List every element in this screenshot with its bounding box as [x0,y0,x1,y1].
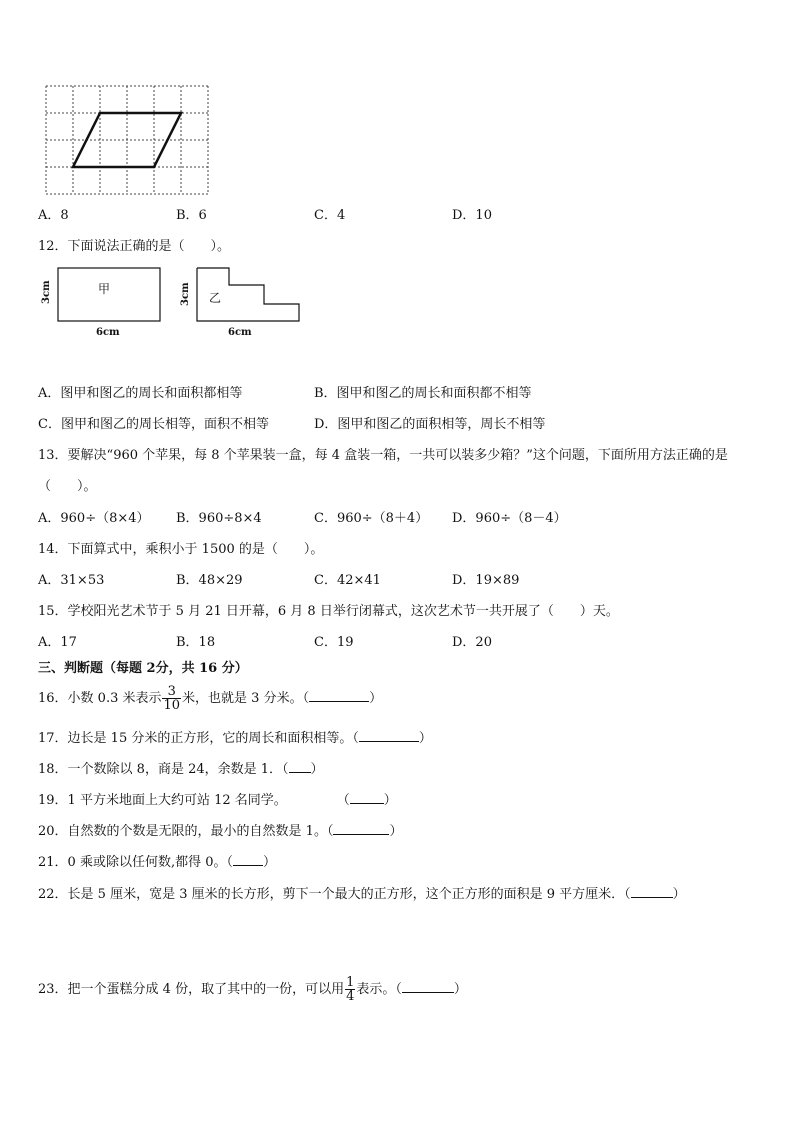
q12-option-d[interactable]: D．图甲和图乙的面积相等，周长不相等 [314,417,546,432]
q11-option-d[interactable]: D．10 [452,208,492,223]
q20-line [38,822,402,840]
q17-line [38,729,432,747]
q12-option-b[interactable]: B．图甲和图乙的周长和面积都不相等 [314,386,532,401]
q19-end: ） [383,793,397,808]
q19-open: （ [336,793,350,808]
q13-stem-line2: （ ）。 [38,479,97,494]
q16-answer-blank[interactable] [309,689,369,702]
q16-frac-num: 3 [162,685,181,699]
q15-option-b[interactable]: B．18 [176,635,216,650]
q12-option-c[interactable]: C．图甲和图乙的周长相等，面积不相等 [38,417,269,432]
q13-option-d[interactable]: D．960÷（8－4） [452,511,567,526]
q21-line [38,853,276,871]
q14-option-a[interactable]: A．31×53 [38,573,105,588]
q23-end: ） [453,982,467,997]
figure-jia-width: 6cm [96,327,120,338]
q13-option-a[interactable]: A．960÷（8×4） [38,511,150,526]
q17-text: 17．边长是 15 分米的正方形，它的周长和面积相等。（ [38,731,359,746]
q11-option-b[interactable]: B．6 [176,208,207,223]
q22-answer-blank[interactable] [631,885,673,898]
q12-option-a[interactable]: A．图甲和图乙的周长和面积都相等 [38,386,243,401]
q23-post: 表示。（ [356,982,402,997]
q23-line [38,975,467,1005]
figure-yi-width: 6cm [228,327,252,338]
q18-line [38,760,324,778]
q23-fraction [345,976,355,1003]
q21-text: 21．0 乘或除以任何数,都得 0。（ [38,855,233,870]
q17-end: ） [418,731,432,746]
q19-answer-blank[interactable] [350,791,384,804]
q23-frac-den: 4 [346,989,355,1004]
section-3-title: 三、判断题（每题 2分，共 16 分） [38,661,248,676]
q16-fraction [162,685,181,712]
figure-jia-label: 甲 [98,282,111,296]
q13-option-c[interactable]: C．960÷（8＋4） [314,511,429,526]
q16-pre: 16．小数 0.3 米表示 [38,691,162,706]
q20-answer-blank[interactable] [333,822,389,835]
q12-stem: 12．下面说法正确的是（ ）。 [38,239,231,254]
parallelogram-grid-figure [44,84,210,196]
q18-answer-blank[interactable] [289,760,311,773]
q22-line [38,885,686,903]
q20-end: ） [389,824,403,839]
figure-yi-height: 3cm [180,282,191,306]
q16-line [38,684,382,714]
q14-option-b[interactable]: B．48×29 [176,573,243,588]
q21-answer-blank[interactable] [233,853,263,866]
q22-text: 22．长是 5 厘米，宽是 3 厘米的长方形，剪下一个最大的正方形，这个正方形的面积是 9 平方厘米．（ [38,887,631,902]
q15-option-a[interactable]: A．17 [38,635,77,650]
q19-line [38,791,397,809]
q19-text: 19．1 平方米地面上大约可站 12 名同学。 [38,793,287,808]
q13-stem-line1: 13．要解决“960 个苹果，每 8 个苹果装一盒，每 4 盒装一箱，一共可以装多少箱？”这个问题，下面所用方法正确的是 [38,448,728,463]
q15-stem: 15．学校阳光艺术节于 5 月 21 日开幕，6 月 8 日举行闭幕式，这次艺术节一共开展了（ ）天。 [38,604,619,619]
q14-option-c[interactable]: C．42×41 [314,573,381,588]
q11-option-a[interactable]: A．8 [38,208,69,223]
q13-option-b[interactable]: B．960÷8×4 [176,511,262,526]
q15-option-c[interactable]: C．19 [314,635,354,650]
q14-stem: 14．下面算式中，乘积小于 1500 的是（ ）。 [38,542,324,557]
q23-pre: 23．把一个蛋糕分成 4 份，取了其中的一份，可以用 [38,982,345,997]
q12-figures [36,262,306,342]
q16-end: ） [369,691,383,706]
figure-jia-height: 3cm [41,280,52,304]
q20-text: 20．自然数的个数是无限的，最小的自然数是 1。（ [38,824,334,839]
q23-frac-num: 1 [346,975,355,990]
q11-option-c[interactable]: C．4 [314,208,346,223]
q14-option-d[interactable]: D．19×89 [452,573,520,588]
q18-end: ） [310,762,324,777]
q15-option-d[interactable]: D．20 [452,635,492,650]
q23-answer-blank[interactable] [402,980,454,993]
q18-text: 18．一个数除以 8，商是 24，余数是 1．（ [38,762,289,777]
q21-end: ） [262,855,276,870]
q16-post: 米，也就是 3 分米。（ [182,691,310,706]
q22-end: ） [672,887,686,902]
q17-answer-blank[interactable] [359,729,419,742]
figure-yi-label: 乙 [209,291,222,305]
q16-frac-den: 10 [163,698,181,713]
